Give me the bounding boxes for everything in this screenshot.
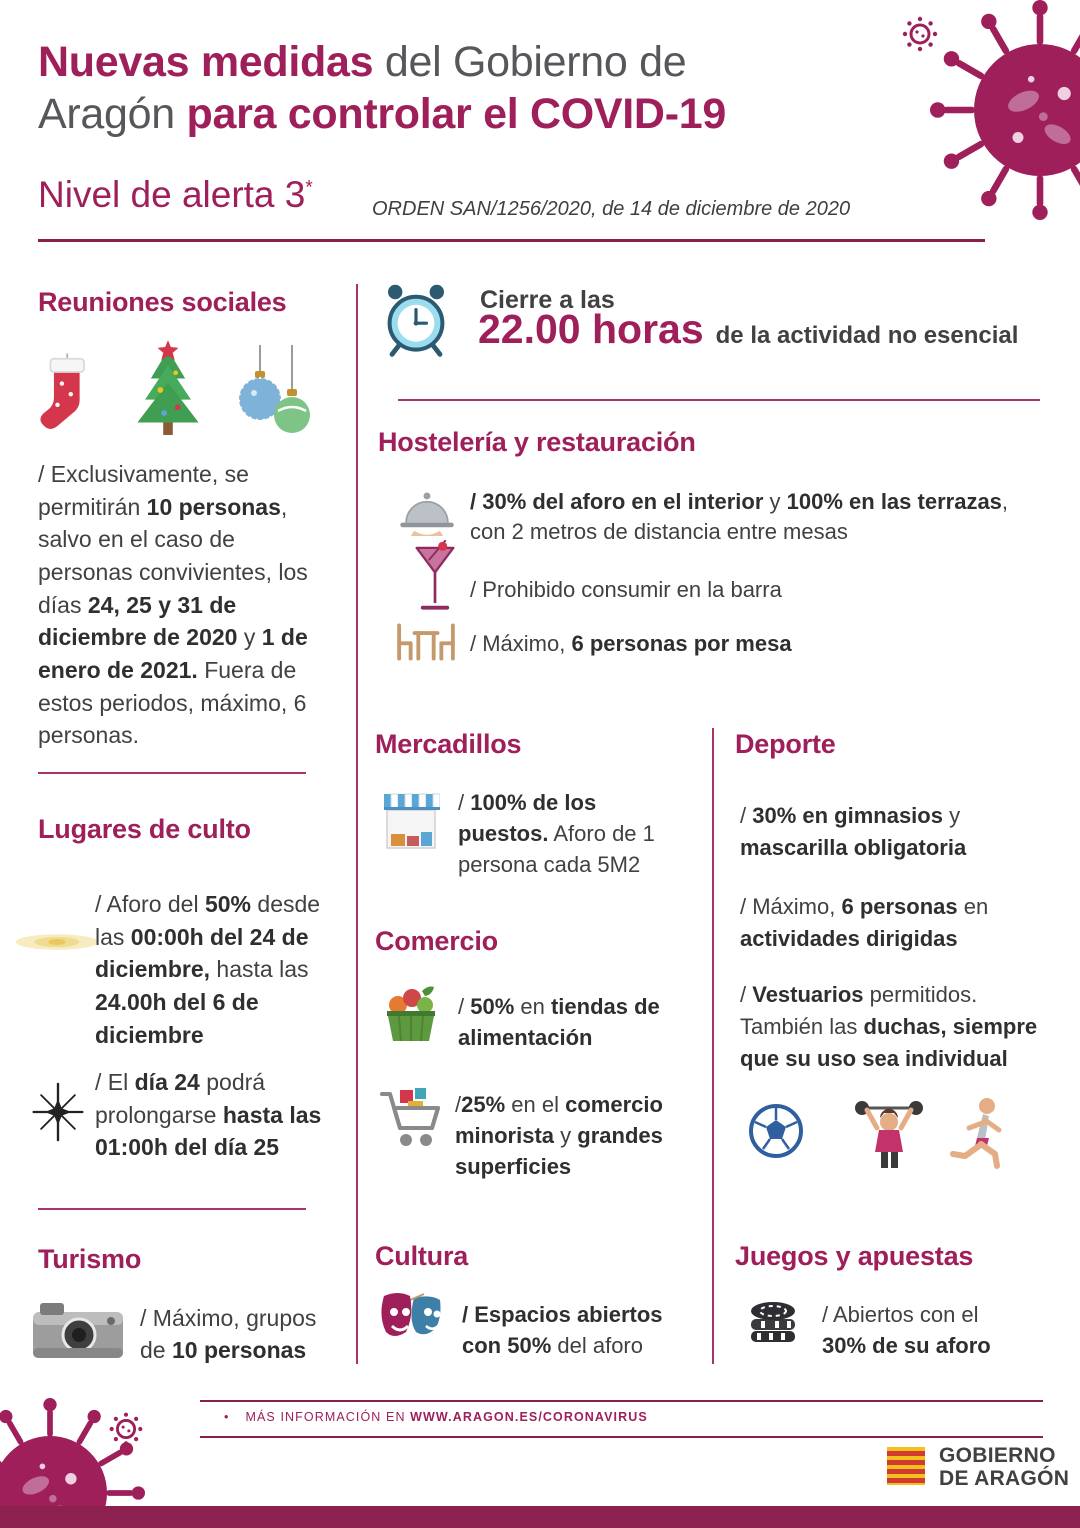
alert-level-heading: Nivel de alerta 3* xyxy=(38,174,313,215)
footer-info-prefix: MÁS INFORMACIÓN EN xyxy=(245,1410,411,1424)
section-title-culto: Lugares de culto xyxy=(38,814,251,844)
section-title-comercio: Comercio xyxy=(375,926,498,956)
horizontal-divider xyxy=(38,772,306,774)
hosteleria-item: / Prohibido consumir en la barra xyxy=(470,577,782,602)
closing-time: 22.00 horas xyxy=(478,306,704,352)
closing-detail: de la actividad no esencial xyxy=(715,322,1019,349)
food-basket-icon xyxy=(382,983,440,1050)
order-reference: ORDEN SAN/1256/2020, de 14 de diciembre de 2020 xyxy=(372,198,851,220)
hosteleria-item: / 30% del aforo en el interior y 100% en las terrazas, con 2 metros de distancia entre mesas xyxy=(470,489,1009,544)
turismo-item: / Máximo, grupos de 10 personas xyxy=(140,1305,317,1363)
footer-rule xyxy=(200,1436,1043,1438)
virus-outline-icon xyxy=(898,12,942,61)
alert-asterisk: * xyxy=(305,177,313,199)
mercadillos-item: / 100% de los puestos. Aforo de 1 persona cada 5M2 xyxy=(458,790,655,878)
christmas-stocking-icon xyxy=(38,348,100,448)
theater-masks-icon xyxy=(378,1290,446,1359)
footer-info xyxy=(224,1410,648,1424)
deporte-item: / Máximo, 6 personas en actividades dirigidas xyxy=(740,894,989,951)
camera-icon xyxy=(32,1298,124,1365)
horizontal-divider xyxy=(398,399,1040,401)
hosteleria-item: / Máximo, 6 personas por mesa xyxy=(470,631,792,656)
weightlifter-icon xyxy=(850,1092,928,1175)
bullet: • xyxy=(224,1410,230,1424)
section-title-cultura: Cultura xyxy=(375,1241,469,1271)
section-title-deporte: Deporte xyxy=(735,729,836,759)
footer-info-url: WWW.ARAGON.ES/CORONAVIRUS xyxy=(410,1410,648,1424)
page-title: Nuevas medidas del Gobierno de Aragón para controlar el COVID-19 xyxy=(38,38,726,139)
cloche-icon xyxy=(398,490,456,544)
deporte-item: / Vestuarios permitidos. También las duchas, siempre que su uso sea individual xyxy=(740,982,1038,1071)
section-title-reuniones: Reuniones sociales xyxy=(38,287,287,317)
cocktail-icon xyxy=(412,540,458,619)
gobierno-aragon-logo xyxy=(882,1441,1069,1494)
cultura-item: / Espacios abiertos con 50% del aforo xyxy=(462,1302,663,1359)
section-title-hosteleria: Hostelería y restauración xyxy=(378,427,696,457)
christmas-icons xyxy=(38,333,328,448)
deporte-item: / 30% en gimnasios y mascarilla obligatoria xyxy=(740,803,967,860)
bottom-bar xyxy=(0,1506,1080,1528)
candle-glow-icon xyxy=(14,916,100,973)
sparkle-star-icon xyxy=(28,1082,88,1147)
header-rule xyxy=(38,239,985,242)
juegos-item: / Abiertos con el 30% de su aforo xyxy=(822,1302,991,1359)
virus-icon xyxy=(930,0,1080,225)
footer-rule xyxy=(200,1400,1043,1402)
logo-text xyxy=(939,1445,1069,1490)
virus-outline-icon xyxy=(105,1408,147,1455)
table-chairs-icon xyxy=(394,620,458,669)
closing-time-row xyxy=(478,306,1018,353)
closing-intro: Cierre a las xyxy=(480,286,615,314)
alarm-clock-icon xyxy=(376,280,456,365)
vertical-divider xyxy=(356,284,358,1364)
horizontal-divider xyxy=(38,1208,306,1210)
comercio-item: /25% en el comercio minorista y grandes superficies xyxy=(455,1092,663,1180)
reuniones-body: / Exclusivamente, se permitirán 10 personas, salvo en el caso de personas convivientes, los días 24, 25 y 31 de diciembre de 2020 y 1 de enero de 2021. Fuera de estos periodos, máximo, 6 personas. xyxy=(38,461,308,749)
runner-icon xyxy=(945,1094,1009,1177)
section-title-turismo: Turismo xyxy=(38,1244,142,1274)
poker-chips-icon xyxy=(745,1293,801,1354)
culto-item: / El día 24 podrá prolongarse hasta las 01:00h del día 25 xyxy=(95,1069,322,1161)
aragon-flag-icon xyxy=(882,1441,930,1494)
christmas-tree-icon xyxy=(124,338,212,448)
culto-item: / Aforo del 50% desde las 00:00h del 24 de diciembre, hasta las 24.00h del 6 de diciembre xyxy=(95,891,321,1048)
section-title-juegos: Juegos y apuestas xyxy=(735,1241,974,1271)
logo-line2: DE ARAGÓN xyxy=(939,1466,1070,1490)
soccer-ball-icon xyxy=(748,1103,804,1164)
logo-line1: GOBIERNO xyxy=(939,1443,1056,1467)
comercio-item: / 50% en tiendas de alimentación xyxy=(458,994,660,1051)
section-title-mercadillos: Mercadillos xyxy=(375,729,522,759)
shopping-cart-icon xyxy=(378,1082,444,1161)
market-stall-icon xyxy=(382,790,440,857)
baubles-icon xyxy=(236,345,312,448)
